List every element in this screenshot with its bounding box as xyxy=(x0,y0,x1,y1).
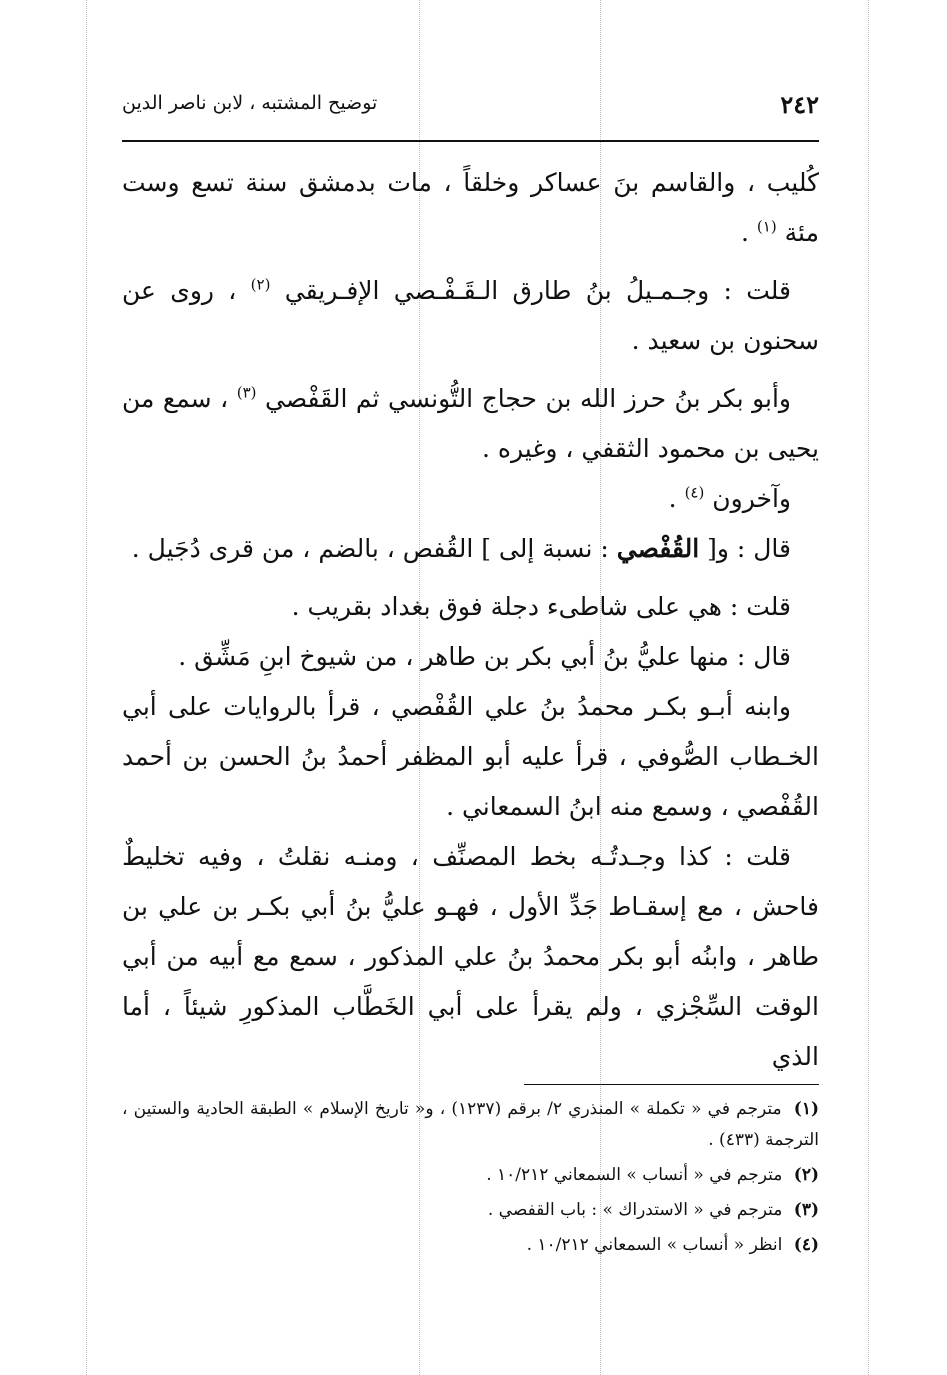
footnote-text: مترجم في « تكملة » المنذري ٢/ برقم (١٢٣٧) ، و« تاريخ الإسلام » الطبقة الحادية والستين ، الترجمة (٤٣٣) . xyxy=(122,1099,819,1150)
header-divider xyxy=(122,140,819,142)
footnotes xyxy=(122,1094,819,1265)
scan-artifact-line xyxy=(868,0,869,1375)
footnote-text: مترجم في « الاستدراك » : باب القفصي . xyxy=(487,1200,783,1220)
paragraph-text: قلت : وجـمـيلُ بنُ طارق الـقَـفْـصي الإفـريقي xyxy=(284,276,791,305)
scan-artifact-line xyxy=(86,0,87,1375)
footnote-reference: (٤) xyxy=(684,483,705,502)
paragraph xyxy=(122,832,819,1082)
footnote xyxy=(122,1094,819,1156)
paragraph xyxy=(122,524,819,574)
footnote xyxy=(122,1160,819,1191)
footnote-divider xyxy=(524,1084,819,1085)
running-title: توضيح المشتبه ، لابن ناصر الدين xyxy=(122,92,378,114)
paragraph xyxy=(122,582,819,632)
paragraph-text: وآخرون xyxy=(712,484,791,513)
paragraph-text: قلت : كذا وجـدتُـه بخط المصنِّف ، ومنـه نقلتُ ، وفيه تخليطٌ فاحش ، مع إسقـاط جَدِّ الأول ، فهـو عليُّ بنُ أبي بكـر بن علي بن طاهر ، وابنُه أبو بكر محمدُ بنُ علي المذكور ، سمع مع أبيه من أبي الوقت السِّجْزي ، ولم يقرأ على أبي الخَطَّاب المذكورِ شيئاً ، أما الذي xyxy=(122,842,819,1071)
paragraph xyxy=(122,632,819,682)
footnote-reference: (١) xyxy=(756,217,777,236)
paragraph-text: . xyxy=(668,484,677,513)
footnote xyxy=(122,1195,819,1226)
footnote-reference: (٣) xyxy=(236,383,257,402)
lemma-headword: القُفْصي xyxy=(616,534,700,563)
footnote-text: مترجم في « أنساب » السمعاني ١٠/٢١٢ . xyxy=(486,1165,783,1185)
footnote-number: (٢) xyxy=(793,1165,819,1185)
paragraph-text: وأبو بكر بنُ حرز الله بن حجاج التُّونسي ثم القَفْصي xyxy=(265,384,792,413)
paragraph-text: قال : و[ xyxy=(707,534,791,563)
footnote-number: (٤) xyxy=(793,1235,819,1255)
paragraph xyxy=(122,682,819,832)
footnote-number: (١) xyxy=(793,1099,820,1119)
footnote xyxy=(122,1230,819,1261)
footnote-text: انظر « أنساب » السمعاني ١٠/٢١٢ . xyxy=(526,1235,783,1255)
paragraph xyxy=(122,374,819,474)
paragraph xyxy=(122,474,819,524)
footnote-reference: (٢) xyxy=(250,275,271,294)
main-text xyxy=(122,158,819,1082)
paragraph-text: ، سمع من يحيى بن محمود الثقفي ، وغيره . xyxy=(122,384,819,463)
paragraph-text: قال : منها عليُّ بنُ أبي بكر بن طاهر ، من شيوخ ابنِ مَشِّق . xyxy=(178,642,791,671)
paragraph-text: قلت : هي على شاطىء دجلة فوق بغداد بقريب . xyxy=(291,592,791,621)
paragraph-text: كُليب ، والقاسم بنَ عساكر وخلقاً ، مات بدمشق سنة تسع وست مئة xyxy=(122,168,819,247)
footnote-number: (٣) xyxy=(793,1200,819,1220)
page-header xyxy=(122,86,819,130)
paragraph-text: : نسبة إلى ] القُفص ، بالضم ، من قرى دُجَيل . xyxy=(131,534,609,563)
paragraph xyxy=(122,266,819,366)
paragraph-text: وابنه أبـو بكـر محمدُ بنُ علي القُفْصي ، قرأ بالروايات على أبي الخـطاب الصُّوفي ، قرأ عليه أبو المظفر أحمدُ بنُ الحسن بن أحمد القُفْصي ، وسمع منه ابنُ السمعاني . xyxy=(122,692,819,821)
paragraph-text: . xyxy=(741,218,749,247)
page-number: ٢٤٢ xyxy=(780,90,819,119)
paragraph-text: ، روى عن سحنون بن سعيد . xyxy=(122,276,819,355)
paragraph xyxy=(122,158,819,258)
